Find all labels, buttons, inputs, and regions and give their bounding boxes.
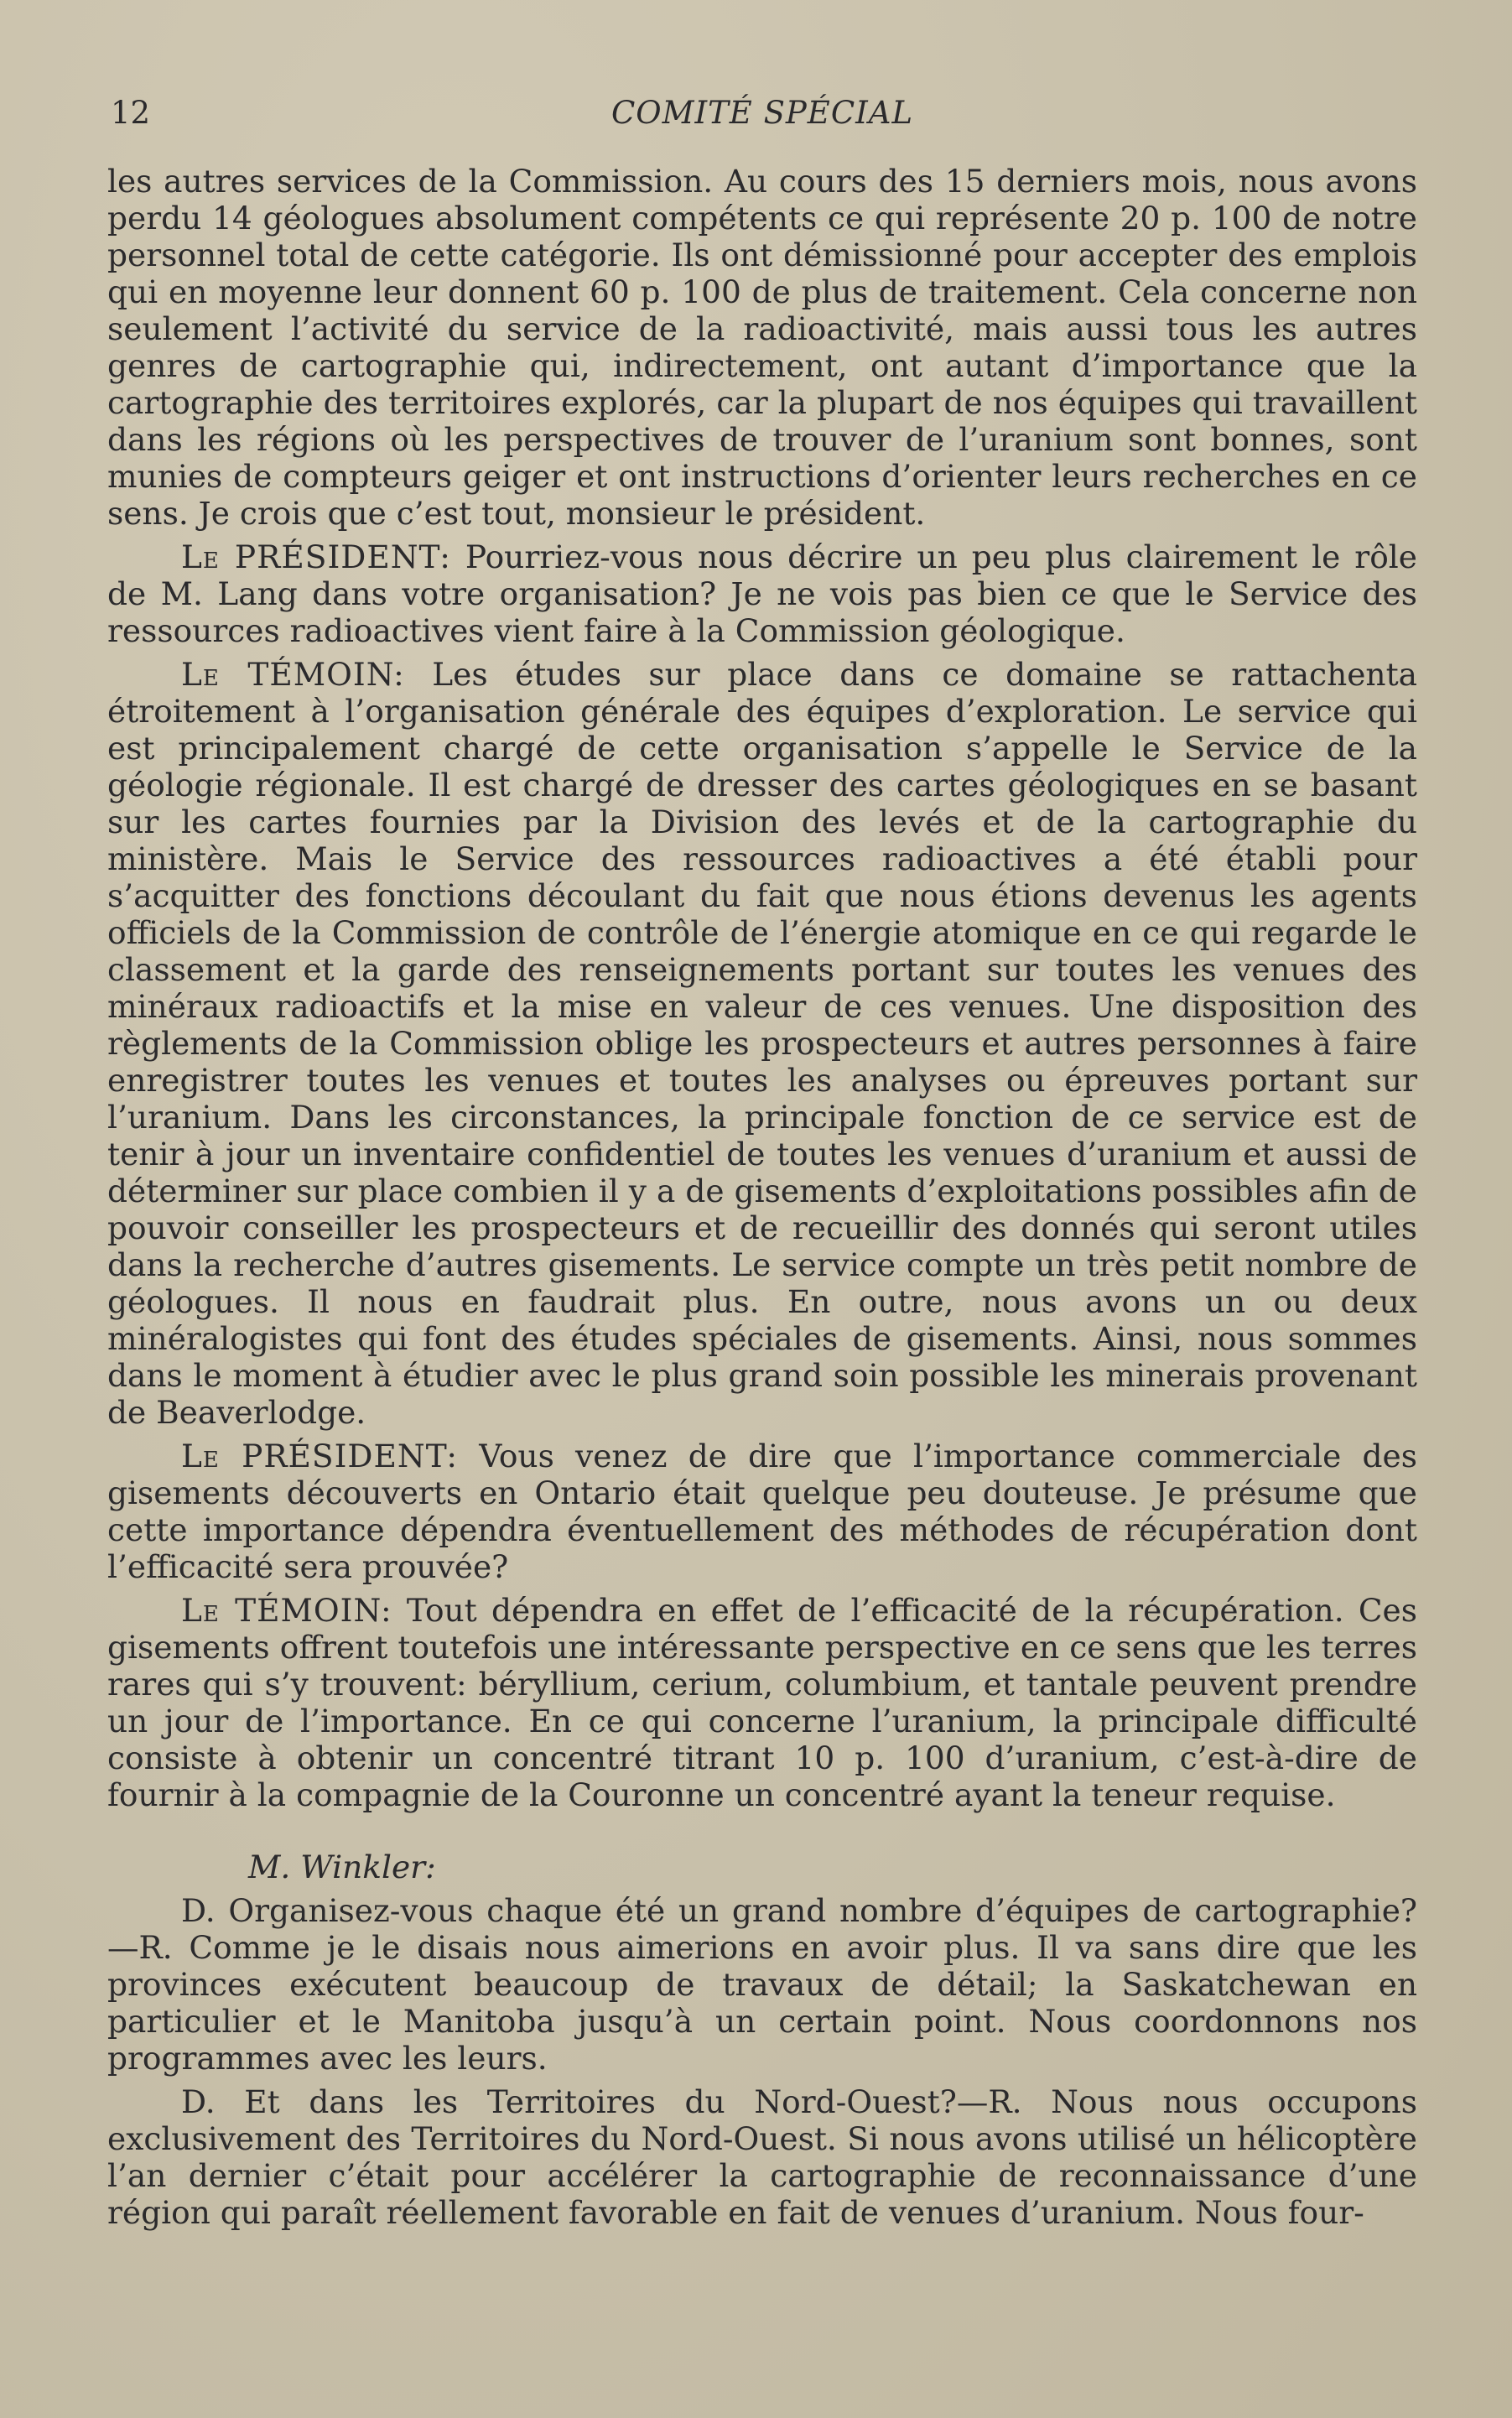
qa-paragraph: D. Et dans les Territoires du Nord-Ouest?—R. Nous nous occupons exclusivement des Territoires du Nord-Ouest. Si nous avons utilisé un hélicoptère l’an dernier c’était pour accélérer la cartographie de reconnaissance d’une région qui paraît réellement favorable en fait de venues d’uranium. Nous four- bbox=[107, 2083, 1417, 2231]
paragraph-text: les autres services de la Commission. Au cours des 15 derniers mois, nous avons perdu 14 géologues absolument compétents ce qui représente 20 p. 100 de notre personnel total de cette catégorie. Ils ont démissionné pour accepter des emplois qui en moyenne leur donnent 60 p. 100 de plus de traitement. Cela concerne non seulement l’activité du service de la radioactivité, mais aussi tous les autres genres de cartographie qui, indirectement, ont autant d’importance que la cartographie des territoires explorés, car la plupart de nos équipes qui travaillent dans les régions où les perspectives de trouver de l’uranium sont bonnes, sont munies de compteurs geiger et ont instructions d’orienter leurs recherches en ce sens. Je crois que c’est tout, monsieur le président. bbox=[107, 163, 1417, 532]
qa-paragraph: D. Organisez-vous chaque été un grand nombre d’équipes de cartographie?—R. Comme je le disais nous aimerions en avoir plus. Il va sans dire que les provinces exécutent beaucoup de travaux de détail; la Saskatchewan en particulier et le Manitoba jusqu’à un certain point. Nous coordonnons nos programmes avec les leurs. bbox=[107, 1892, 1417, 2077]
speaker-label: Le PRÉSIDENT: bbox=[181, 538, 451, 575]
paragraph-witness-answer bbox=[107, 656, 1417, 1431]
running-title: COMITÉ SPÉCIAL bbox=[611, 95, 914, 131]
page-number: 12 bbox=[111, 95, 151, 131]
paragraph-president-question bbox=[107, 538, 1417, 649]
speaker-heading: M. Winkler: bbox=[248, 1849, 436, 1885]
paragraph-text: Tout dépendra en effet de l’efficacité de la récupération. Ces gisements offrent toutefois une intéressante perspective en ce sens que les terres rares qui s’y trouvent: béryllium, cerium, columbium, et tantale peuvent prendre un jour de l’importance. En ce qui concerne l’uranium, la principale difficulté consiste à obtenir un concentré titrant 10 p. 100 d’uranium, c’est-à-dire de fournir à la compagnie de la Couronne un concentré ayant la teneur requise. bbox=[107, 1592, 1417, 1813]
running-head bbox=[107, 84, 1417, 143]
document-page bbox=[107, 84, 1417, 2231]
paragraph-text: Vous venez de dire que l’importance commerciale des gisements découverts en Ontario était quelque peu douteuse. Je présume que cette importance dépendra éventuellement des méthodes de récupération dont l’efficacité sera prouvée? bbox=[107, 1438, 1417, 1585]
speaker-label: Le PRÉSIDENT: bbox=[181, 1438, 458, 1474]
paragraph-text: Pourriez-vous nous décrire un peu plus clairement le rôle de M. Lang dans votre organisation? Je ne vois pas bien ce que le Service des ressources radioactives vient faire à la Commission géologique. bbox=[107, 538, 1417, 649]
paragraph-witness-answer bbox=[107, 1592, 1417, 1813]
body-text bbox=[107, 163, 1417, 2231]
paragraph-continuation bbox=[107, 163, 1417, 532]
speaker-label: Le TÉMOIN: bbox=[181, 656, 405, 693]
speaker-label: Le TÉMOIN: bbox=[181, 1592, 392, 1629]
paragraph-text: Les études sur place dans ce domaine se rattachenta étroitement à l’organisation générale des équipes d’exploration. Le service qui est principalement chargé de cette organisation s’appelle le Service de la géologie régionale. Il est chargé de dresser des cartes géologiques en se basant sur les cartes fournies par la Division des levés et de la cartographie du ministère. Mais le Service des ressources radioactives a été établi pour s’acquitter des fonctions découlant du fait que nous étions devenus les agents officiels de la Commission de contrôle de l’énergie atomique en ce qui regarde le classement et la garde des renseignements portant sur toutes les venues des minéraux radioactifs et la mise en valeur de ces venues. Une disposition des règlements de la Commission oblige les prospecteurs et autres personnes à faire enregistrer toutes les venues et toutes les analyses ou épreuves portant sur l’uranium. Dans les circonstances, la principale fonction de ce service est de tenir à jour un inventaire confidentiel de toutes les venues d’uranium et aussi de déterminer sur place combien il y a de gisements d’exploitations possibles afin de pouvoir conseiller les prospecteurs et de recueillir des donnés qui seront utiles dans la recherche d’autres gisements. Le service compte un très petit nombre de géologues. Il nous en faudrait plus. En outre, nous avons un ou deux minéralogistes qui font des études spéciales de gisements. Ainsi, nous sommes dans le moment à étudier avec le plus grand soin possible les minerais provenant de Beaverlodge. bbox=[107, 656, 1417, 1431]
paragraph-president-question bbox=[107, 1438, 1417, 1585]
